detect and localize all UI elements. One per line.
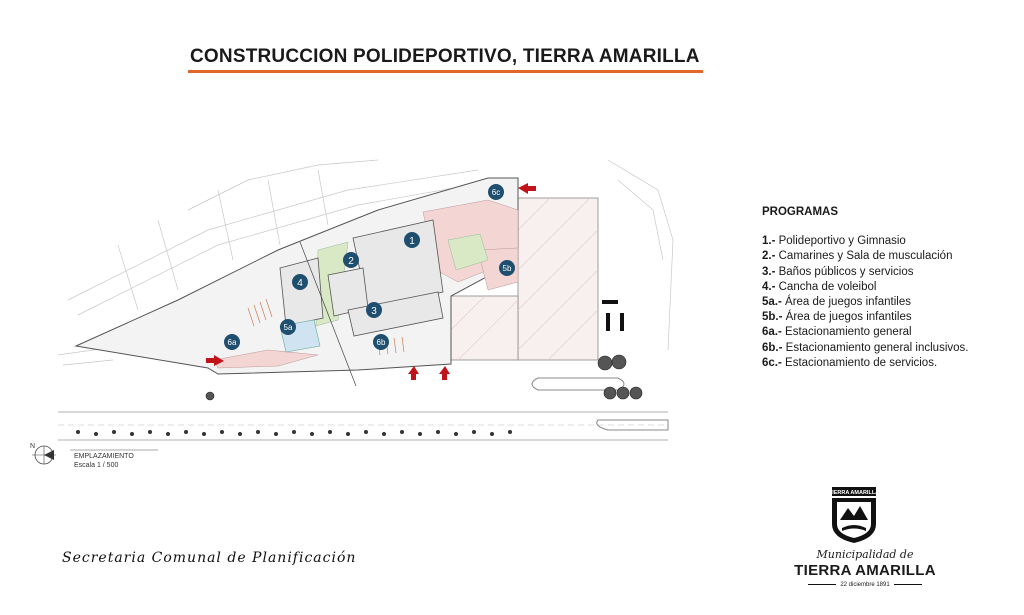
programs-legend — [762, 205, 968, 371]
title-underline — [188, 70, 703, 73]
plan-caption: EMPLAZAMIENTO — [74, 453, 134, 460]
svg-text:6c: 6c — [491, 188, 501, 197]
marker-5a — [280, 319, 296, 335]
legend-item-3: 3.- Baños públicos y servicios — [762, 265, 914, 278]
legend-item-2: 2.- Camarines y Sala de musculación — [762, 250, 953, 263]
marker-1 — [404, 232, 420, 248]
legend-heading: PROGRAMAS — [762, 206, 839, 218]
page-title: CONSTRUCCION POLIDEPORTIVO, TIERRA AMARILLA — [190, 46, 700, 67]
marker-3 — [366, 302, 382, 318]
arrow-east — [518, 183, 536, 194]
arrow-south-2 — [439, 366, 450, 380]
legend-item-4: 4.- Cancha de voleibol — [762, 280, 877, 293]
svg-text:1: 1 — [409, 236, 415, 247]
marker-6a — [224, 334, 240, 350]
svg-text:2: 2 — [348, 256, 354, 267]
legend-item-5b: 5b.- Área de juegos infantiles — [762, 311, 912, 324]
svg-text:TIERRA AMARILLA: TIERRA AMARILLA — [828, 490, 880, 496]
marker-2 — [343, 252, 359, 268]
department-signature: Secretaria Comunal de Planificación — [62, 550, 357, 566]
marker-6b — [373, 334, 389, 350]
svg-text:6b: 6b — [376, 338, 386, 347]
svg-text:4: 4 — [297, 278, 303, 289]
wall-marks — [602, 300, 624, 331]
legend-item-6b: 6b.- Estacionamiento general inclusivos. — [762, 341, 969, 354]
arrow-south-1 — [408, 366, 419, 380]
crest-icon — [828, 486, 880, 544]
svg-text:3: 3 — [371, 306, 377, 317]
logo-city: TIERRA AMARILLA — [794, 562, 936, 579]
legend-item-6a: 6a.- Estacionamiento general — [762, 326, 912, 339]
svg-text:N: N — [30, 443, 36, 450]
logo-date: 22 diciembre 1891 — [790, 582, 940, 588]
north-arrow-icon — [30, 443, 56, 464]
marker-5b — [499, 260, 515, 276]
legend-item-6c: 6c.- Estacionamiento de servicios. — [762, 356, 938, 369]
svg-text:6a: 6a — [227, 338, 237, 347]
municipality-logo — [790, 486, 940, 606]
svg-text:5a: 5a — [283, 323, 293, 332]
legend-item-5a: 5a.- Área de juegos infantiles — [762, 296, 911, 309]
site-plan — [18, 150, 678, 490]
tree-row — [76, 430, 512, 436]
legend-item-1: 1.- Polideportivo y Gimnasio — [762, 235, 906, 248]
svg-text:5b: 5b — [502, 264, 512, 273]
marker-4 — [292, 274, 308, 290]
plan-scale: Escala 1 / 500 — [74, 462, 119, 469]
logo-municipality: Municipalidad de — [816, 548, 914, 561]
cancha-voleibol — [280, 258, 323, 326]
road — [58, 412, 668, 440]
marker-6c — [488, 184, 504, 200]
